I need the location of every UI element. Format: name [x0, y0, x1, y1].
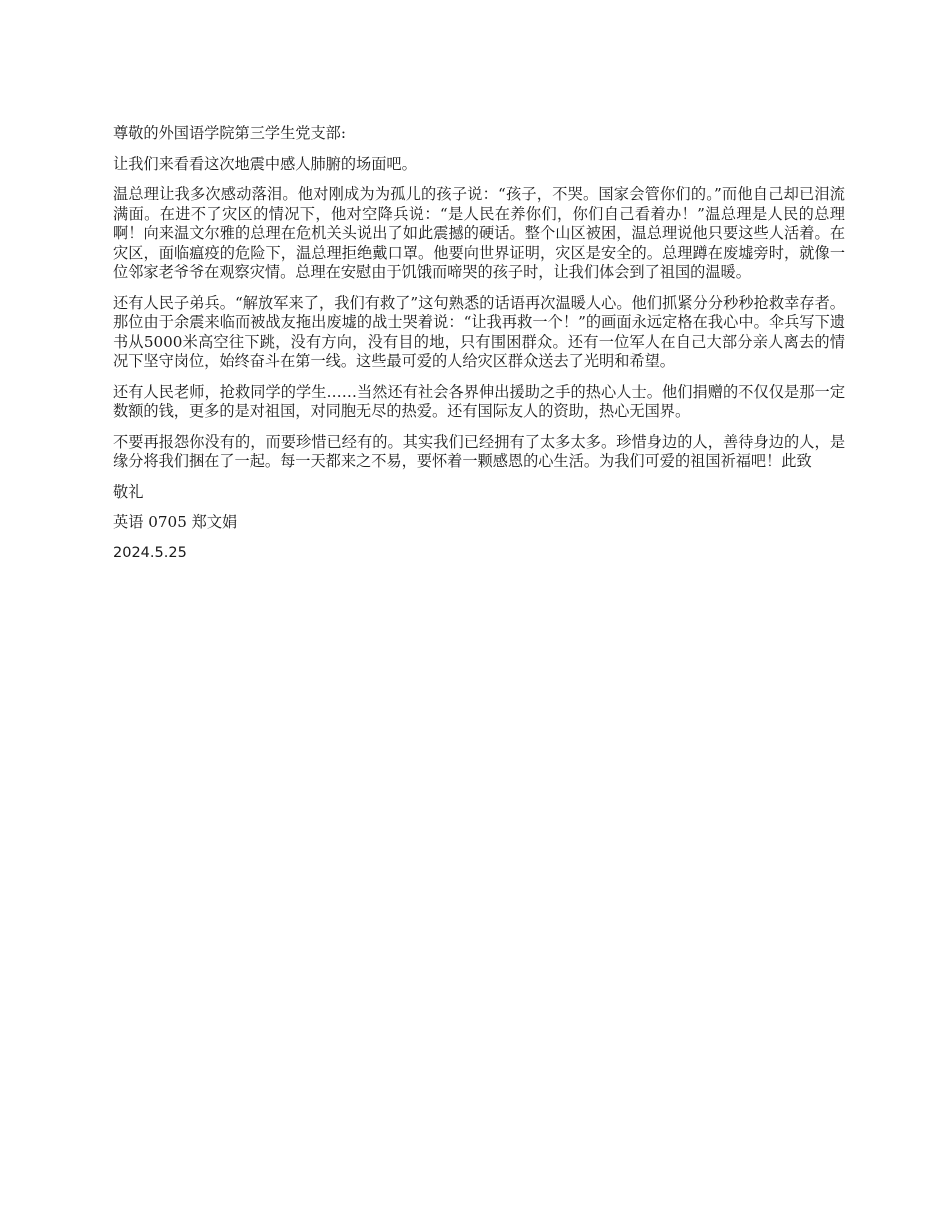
letter-paragraph-2: 温总理让我多次感动落泪。他对刚成为为孤儿的孩子说：“孩子，不哭。国家会管你们的。”而他自己却已泪流满面。在进不了灾区的情况下，他对空降兵说：“是人民在养你们，你们自己看着办！”温总理是人民的总理啊！向来温文尔雅的总理在危机关头说出了如此震撼的硬话。整个山区被困，温总理说他只要这些人活着。在灾区，面临瘟疫的危险下，温总理拒绝戴口罩。他要向世界证明，灾区是安全的。总理蹲在废墟旁时，就像一位邻家老爷爷在观察灾情。总理在安慰由于饥饿而啼哭的孩子时，让我们体会到了祖国的温暖。 — [113, 185, 845, 281]
letter-closing: 敬礼 — [113, 482, 144, 501]
letter-paragraph-5: 不要再报怨你没有的，而要珍惜已经有的。其实我们已经拥有了太多太多。珍惜身边的人，善待身边的人，是缘分将我们捆在了一起。每一天都来之不易，要怀着一颗感恩的心生活。为我们可爱的祖国祈福吧！此致 — [113, 432, 845, 470]
letter-date: 2024.5.25 — [113, 544, 187, 561]
letter-paragraph-3: 还有人民子弟兵。“解放军来了，我们有救了”这句熟悉的话语再次温暖人心。他们抓紧分分秒秒抢救幸存者。那位由于余震来临而被战友拖出废墟的战士哭着说：“让我再救一个！”的画面永远定格在我心中。伞兵写下遗书从5000米高空往下跳，没有方向，没有目的地，只有围困群众。还有一位军人在自己大部分亲人离去的情况下坚守岗位，始终奋斗在第一线。这些最可爱的人给灾区群众送去了光明和希望。 — [113, 293, 845, 370]
letter-signature: 英语 0705 郑文娟 — [113, 513, 238, 531]
letter-paragraph-1: 让我们来看看这次地震中感人肺腑的场面吧。 — [113, 154, 417, 173]
letter-salutation: 尊敬的外国语学院第三学生党支部: — [113, 124, 346, 142]
letter-paragraph-4: 还有人民老师，抢救同学的学生……当然还有社会各界伸出援助之手的热心人士。他们捐赠的不仅仅是那一定数额的钱，更多的是对祖国，对同胞无尽的热爱。还有国际友人的资助，热心无国界。 — [113, 382, 845, 420]
letter-body — [113, 124, 845, 574]
